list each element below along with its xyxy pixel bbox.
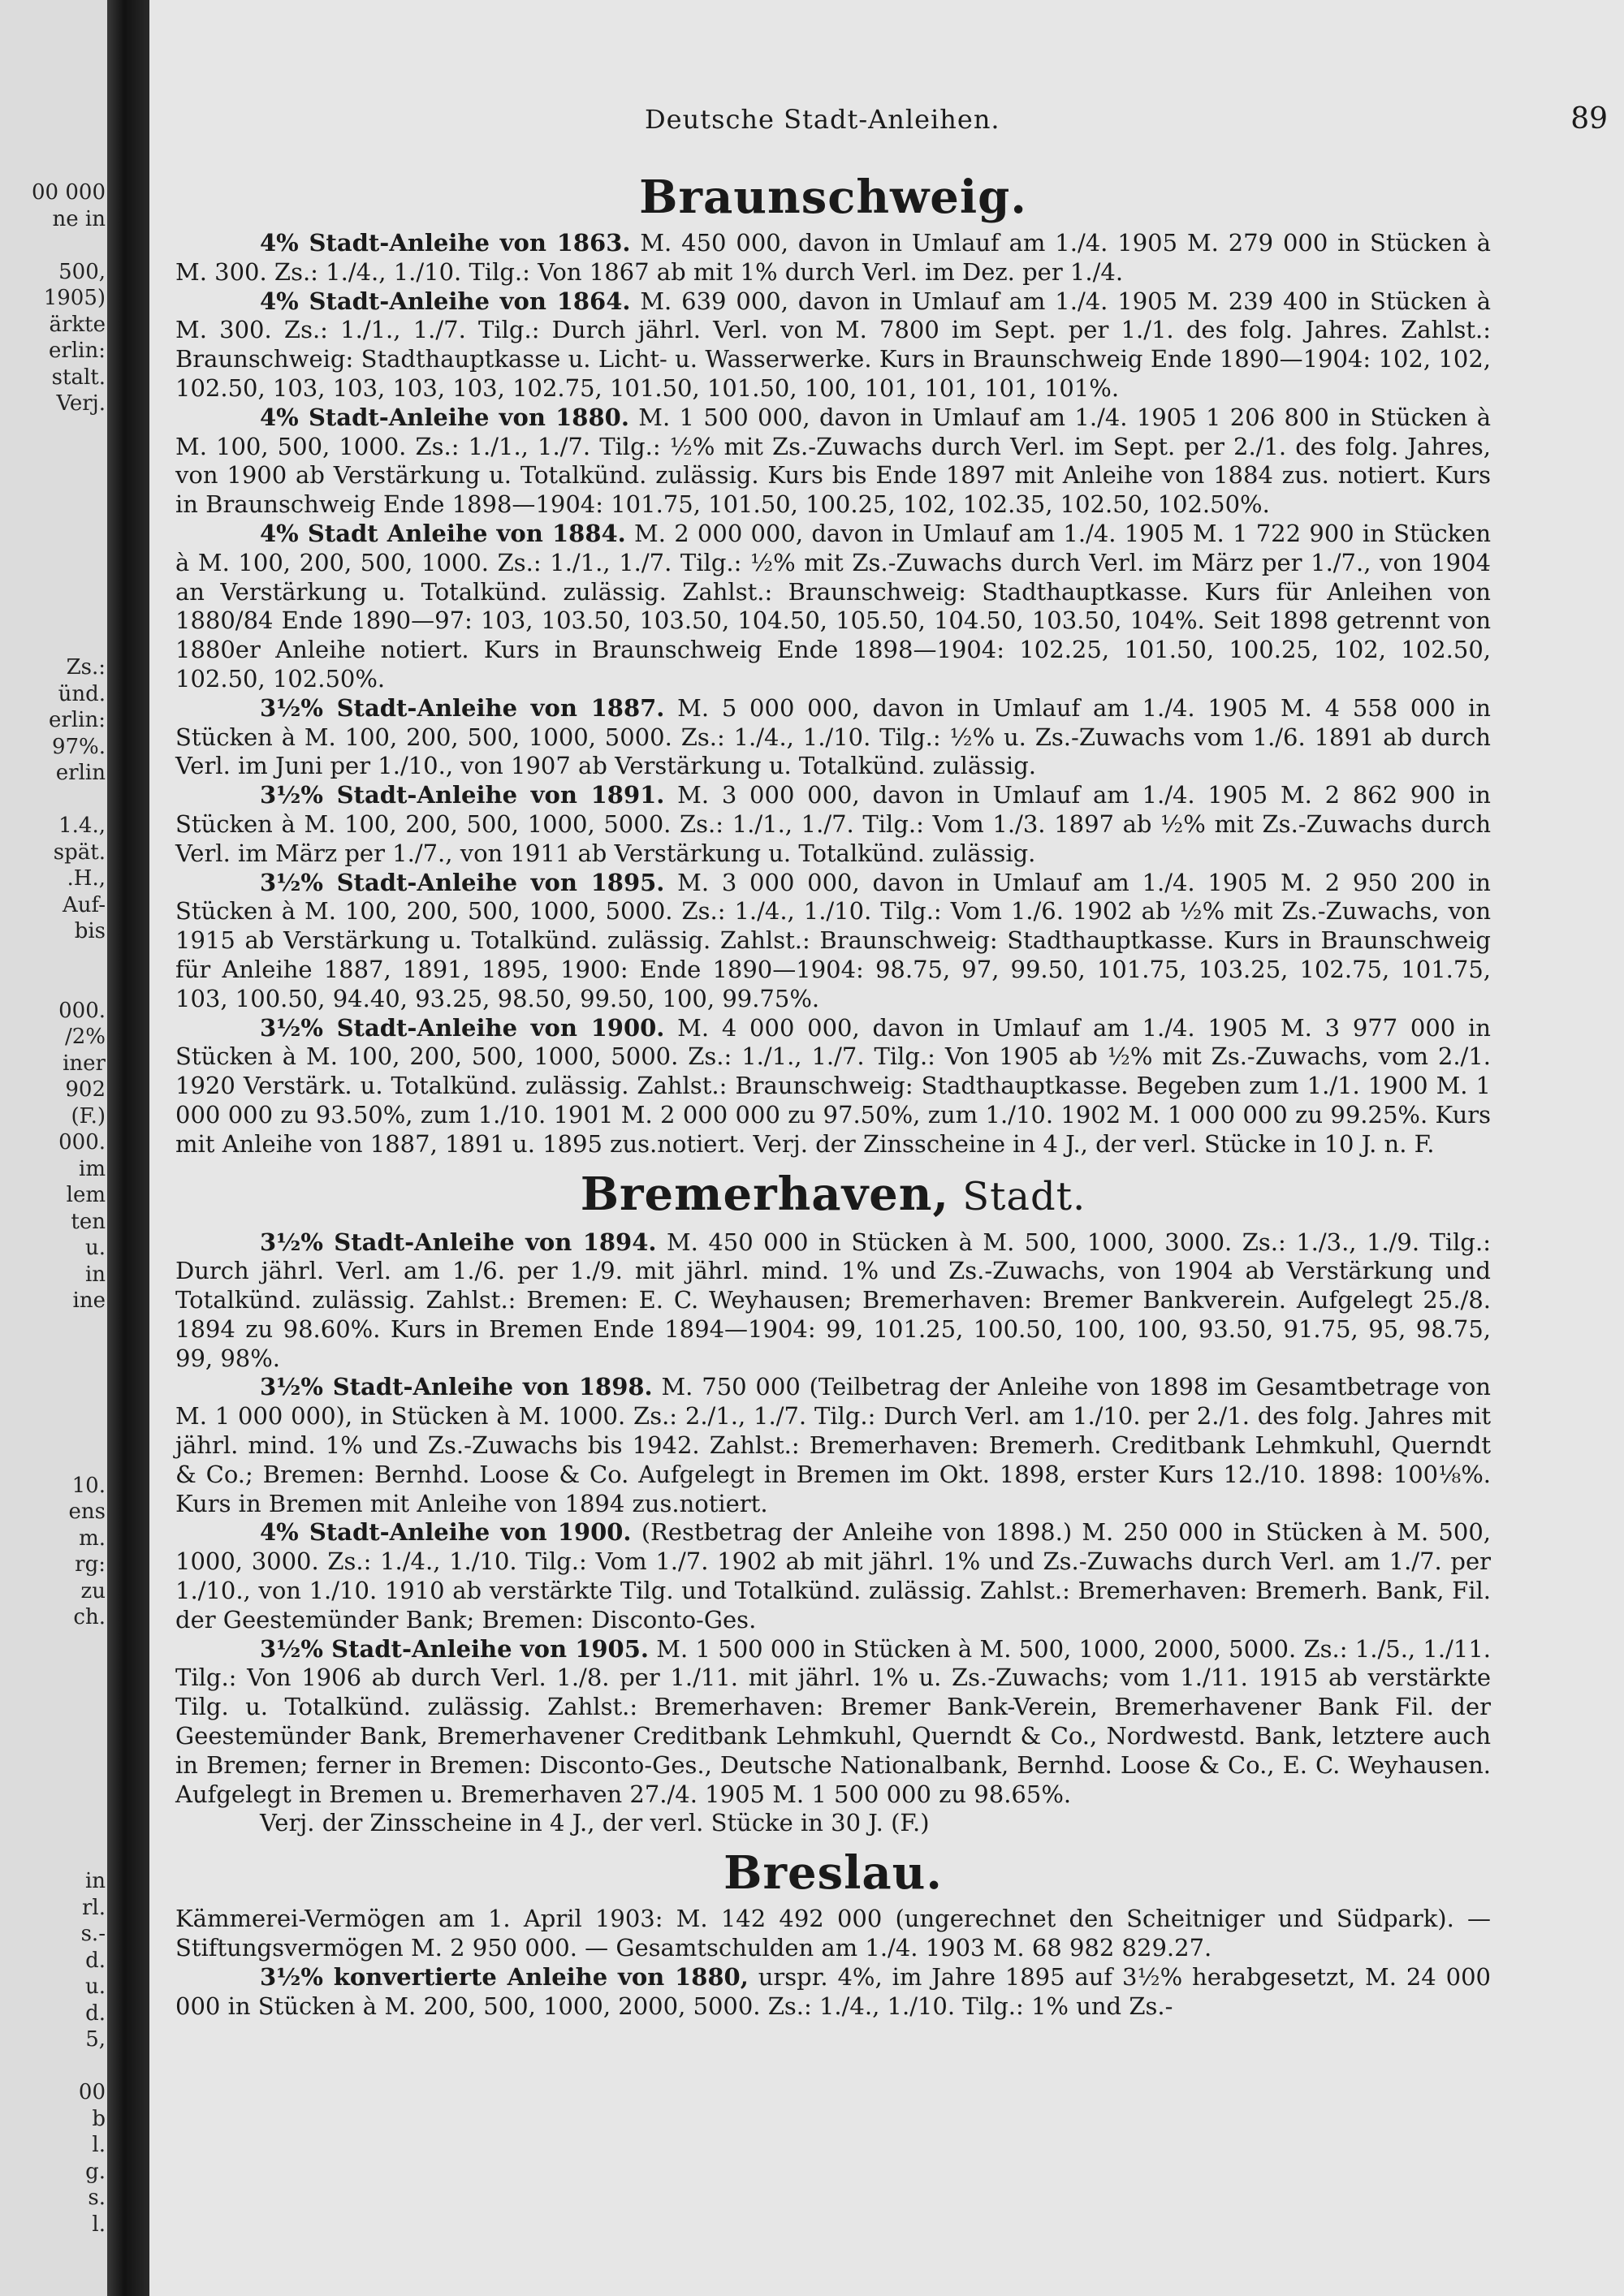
city-name: Bremerhaven, <box>580 1167 949 1221</box>
left-page-text-fragment: zu <box>80 1578 106 1603</box>
loan-title: 3½% Stadt-Anleihe von 1898. <box>260 1373 653 1401</box>
city-name: Braunschweig. <box>639 170 1027 224</box>
left-page-text-fragment: erlin: <box>49 339 106 363</box>
left-page-text-fragment: u. <box>84 1236 106 1260</box>
loan-entry <box>175 1373 1491 1518</box>
loan-title: 3½% konvertierte Anleihe von 1880, <box>260 1962 749 1991</box>
loan-body: M. 5 000 000, davon in Umlauf am 1./4. 1905 M. 4 558 000 in Stücken à M. 100, 200, 500, 1000, 5000. Zs.: 1./4., 1./10. Tilg.: ½% u. Zs.-Zuwachs vom 1./6. 1891 ab durch Verl. im Juni per 1./10., von 1907 ab Verstärkung u. Totalkünd. zulässig. <box>175 693 1491 780</box>
page-number: 89 <box>1570 102 1608 136</box>
left-page-text-fragment: ine <box>72 1288 106 1313</box>
left-page-text-fragment: u. <box>84 1974 106 1999</box>
left-page-text-fragment: 1.4., <box>58 814 106 838</box>
left-page-fragment <box>0 0 107 2296</box>
left-page-text-fragment: 10. <box>71 1473 106 1498</box>
left-page-text-fragment: ne in <box>52 206 106 231</box>
left-page-text-fragment: 1905) <box>43 286 106 310</box>
left-page-text-fragment: ten <box>71 1209 106 1234</box>
left-page-text-fragment: in <box>84 1869 106 1893</box>
city-heading-bremerhaven <box>175 1166 1491 1225</box>
left-page-text-fragment: 97%. <box>51 734 106 759</box>
loan-body: M. 1 500 000, davon in Umlauf am 1./4. 1905 1 206 800 in Stücken à M. 100, 500, 1000. Zs.: 1./1., 1./7. Tilg.: ½% mit Zs.-Zuwachs durch Verl. im Sept. per 2./1. des folg. Jahres, von 1900 ab Verstärkung u. Totalkünd. zulässig. Kurs bis Ende 1897 mit Anleihe von 1884 zus. notiert. Kurs in Braunschweig Ende 1898—1904: 101.75, 101.50, 100.25, 102, 102.35, 102.50, 102.50%. <box>175 403 1491 519</box>
loan-entry <box>175 520 1491 694</box>
loan-entry <box>175 781 1491 868</box>
left-page-text-fragment: Auf- <box>62 892 106 917</box>
city-name: Breslau. <box>723 1846 943 1901</box>
loan-entry <box>175 404 1491 520</box>
left-page-text-fragment: ünd. <box>58 681 106 706</box>
left-page-text-fragment: in <box>84 1262 106 1287</box>
loan-entry <box>175 694 1491 781</box>
loan-entry <box>175 869 1491 1014</box>
loan-title: 3½% Stadt-Anleihe von 1887. <box>260 693 665 722</box>
left-page-text-fragment: s.- <box>80 1922 106 1946</box>
left-page-text-fragment: (F.) <box>71 1103 106 1129</box>
loan-title: 4% Stadt-Anleihe von 1900. <box>260 1518 632 1547</box>
left-page-text-fragment: 000. <box>58 998 106 1023</box>
left-page-text-fragment: m. <box>79 1526 106 1551</box>
loan-entry <box>175 1518 1491 1634</box>
loan-body: M. 450 000, davon in Umlauf am 1./4. 1905 M. 279 000 in Stücken à M. 300. Zs.: 1./4., 1./10. Tilg.: Von 1867 ab mit 1% durch Verl. im Dez. per 1./4. <box>175 229 1491 286</box>
loan-entry <box>175 1635 1491 1810</box>
page-content <box>175 162 1491 2021</box>
loan-body: M. 639 000, davon in Umlauf am 1./4. 1905 M. 239 400 in Stücken à M. 300. Zs.: 1./1., 1./7. Tilg.: Durch jährl. Verl. von M. 7800 im Sept. per 1./1. des folg. Jahres. Zahlst.: Braunschweig: Stadthauptkasse u. Licht- u. Wasserwerke. Kurs in Braunschweig Ende 1890—1904: 102, 102, 102.50, 103, 103, 103, 103, 102.75, 101.50, 101.50, 100, 101, 101, 101, 101%. <box>175 287 1491 402</box>
loan-body: (Restbetrag der Anleihe von 1898.) M. 250 000 in Stücken à M. 500, 1000, 3000. Zs.: 1./4., 1./10. Tilg.: Vom 1./7. 1902 ab mit jährl. 1% und Zs.-Zuwachs durch Verl. am 1./7. per 1./10., von 1./10. 1910 ab verstärkte Tilg. und Totalkünd. zulässig. Zahlst.: Bremerhaven: Bremerh. Bank, Fil. der Geestemünder Bank; Bremen: Disconto-Ges. <box>175 1518 1491 1634</box>
loan-body: urspr. 4%, im Jahre 1895 auf 3½% herabgesetzt, M. 24 000 000 in Stücken à M. 200, 500, 1000, 2000, 5000. Zs.: 1./4., 1./10. Tilg.: 1% und Zs.- <box>175 1962 1491 2020</box>
left-page-text-fragment: rg: <box>75 1552 106 1577</box>
left-page-text-fragment: lem <box>66 1183 106 1207</box>
left-page-text-fragment: Verj. <box>56 391 106 416</box>
loan-body: M. 450 000 in Stücken à M. 500, 1000, 3000. Zs.: 1./3., 1./9. Tilg.: Durch jährl. Verl. am 1./6. per 1./9. mit jährl. mind. 1% und Zs.-Zuwachs, von 1904 ab Verstärkung und Totalkünd. zulässig. Zahlst.: Bremen: E. C. Weyhausen; Bremerhaven: Bremer Bankverein. Aufgelegt 25./8. 1894 zu 98.60%. Kurs in Bremen Ende 1894—1904: 99, 101.25, 100.50, 100, 100, 93.50, 91.75, 95, 98.75, 99, 98%. <box>175 1228 1491 1372</box>
loan-title: 3½% Stadt-Anleihe von 1895. <box>260 868 665 896</box>
loan-title: 3½% Stadt-Anleihe von 1905. <box>260 1634 650 1663</box>
left-page-text-fragment: l. <box>92 2133 106 2157</box>
left-page-text-fragment: erlin <box>55 761 106 785</box>
left-page-text-fragment: iner <box>63 1051 106 1076</box>
left-page-text-fragment: bis <box>74 919 106 943</box>
left-page-text-fragment: ch. <box>73 1605 106 1629</box>
city-intro: Kämmerei-Vermögen am 1. April 1903: M. 142 492 000 (ungerechnet den Scheitniger und Südpark). — Stiftungsvermögen M. 2 950 000. — Gesamtschulden am 1./4. 1903 M. 68 982 829.27. <box>175 1905 1491 1962</box>
left-page-text-fragment: 000. <box>58 1130 106 1154</box>
loan-entry <box>175 1228 1491 1374</box>
left-page-text-fragment: s. <box>88 2186 106 2210</box>
left-page-text-fragment: spät. <box>53 839 106 865</box>
page-header <box>149 104 1624 136</box>
loan-body: M. 1 500 000 in Stücken à M. 500, 1000, 2000, 5000. Zs.: 1./5., 1./11. Tilg.: Von 1906 ab durch Verl. 1./8. per 1./11. mit jährl. 1% u. Zs.-Zuwachs; vom 1./11. 1915 ab verstärkte Tilg. u. Totalkünd. zulässig. Zahlst.: Bremerhaven: Bremer Bank-Verein, Bremerhavener Bank Fil. der Geestemünder Bank, Bremerhavener Creditbank Lehmkuhl, Querndt & Co., Nordwestd. Bank, letztere auch in Bremen; ferner in Bremen: Disconto-Ges., Deutsche Nationalbank, Bernhd. Loose & Co., E. C. Weyhausen. Aufgelegt in Bremen u. Bremerhaven 27./4. 1905 M. 1 500 000 zu 98.65%. <box>175 1634 1491 1808</box>
loan-title: 4% Stadt-Anleihe von 1864. <box>260 287 631 315</box>
loan-body: M. 750 000 (Teilbetrag der Anleihe von 1898 im Gesamtbetrage von M. 1 000 000), in Stücken à M. 1000. Zs.: 2./1., 1./7. Tilg.: Durch Verl. am 1./10. per 2./1. des folg. Jahres mit jährl. mind. 1% und Zs.-Zuwachs bis 1942. Zahlst.: Bremerhaven: Bremerh. Creditbank Lehmkuhl, Querndt & Co.; Bremen: Bernhd. Loose & Co. Aufgelegt in Bremen im Okt. 1898, erster Kurs 12./10. 1898: 100⅛%. Kurs in Bremen mit Anleihe von 1894 zus.notiert. <box>175 1373 1491 1517</box>
left-page-text-fragment: b <box>92 2106 106 2131</box>
left-page-text-fragment: Zs.: <box>66 655 106 680</box>
loan-title: 4% Stadt-Anleihe von 1863. <box>260 229 631 257</box>
left-page-text-fragment: 00 <box>78 2080 106 2104</box>
left-page-text-fragment: stalt. <box>51 365 106 390</box>
loan-entry <box>175 1014 1491 1159</box>
loan-title: 3½% Stadt-Anleihe von 1900. <box>260 1013 665 1042</box>
loan-title: 3½% Stadt-Anleihe von 1894. <box>260 1228 657 1256</box>
loan-title: 3½% Stadt-Anleihe von 1891. <box>260 781 665 809</box>
city-heading-breslau <box>175 1845 1491 1901</box>
left-page-text-fragment: .H., <box>67 866 106 891</box>
running-title: Deutsche Stadt-Anleihen. <box>645 104 1000 135</box>
left-page-text-fragment: 500, <box>58 259 106 284</box>
book-gutter <box>107 0 149 2296</box>
left-page-text-fragment: rl. <box>81 1895 106 1920</box>
loan-body: M. 3 000 000, davon in Umlauf am 1./4. 1905 M. 2 950 200 in Stücken à M. 100, 200, 500, 1000, 5000. Zs.: 1./4., 1./10. Tilg.: Vom 1./6. 1902 ab ½% mit Zs.-Zuwachs, von 1915 ab Verstärkung u. Totalkünd. zulässig. Zahlst.: Braunschweig: Stadthauptkasse. Kurs in Braunschweig für Anleihe 1887, 1891, 1895, 1900: Ende 1890—1904: 98.75, 97, 99.50, 101.75, 103.25, 102.75, 101.75, 103, 100.50, 94.40, 93.25, 98.50, 99.50, 100, 99.75%. <box>175 868 1491 1012</box>
left-page-text-fragment: /2% <box>64 1025 106 1049</box>
left-page-text-fragment: l. <box>92 2212 106 2237</box>
left-page-text-fragment: 902 <box>65 1077 106 1102</box>
left-page-text-fragment: g. <box>85 2159 106 2184</box>
loan-entry <box>175 229 1491 287</box>
left-page-text-fragment: ens <box>68 1500 106 1524</box>
loan-title: 4% Stadt Anleihe von 1884. <box>260 519 626 547</box>
loan-body: M. 3 000 000, davon in Umlauf am 1./4. 1905 M. 2 862 900 in Stücken à M. 100, 200, 500, 1000, 5000. Zs.: 1./1., 1./7. Tilg.: Vom 1./3. 1897 ab ½% mit Zs.-Zuwachs durch Verl. im März per 1./7., von 1911 ab Verstärkung u. Totalkünd. zulässig. <box>175 781 1491 867</box>
left-page-text-fragment: erlin: <box>49 708 106 732</box>
city-suffix: Stadt. <box>948 1173 1086 1219</box>
left-page-text-fragment: d. <box>85 1948 106 1973</box>
loan-body: M. 4 000 000, davon in Umlauf am 1./4. 1905 M. 3 977 000 in Stücken à M. 100, 200, 500, 1000, 5000. Zs.: 1./1., 1./7. Tilg.: Von 1905 ab ½% mit Zs.-Zuwachs, vom 2./1. 1920 Verstärk. u. Totalkünd. zulässig. Zahlst.: Braunschweig: Stadthauptkasse. Begeben zum 1./1. 1900 M. 1 000 000 zu 93.50%, zum 1./10. 1901 M. 2 000 000 zu 97.50%, zum 1./10. 1902 M. 1 000 000 zu 99.25%. Kurs mit Anleihe von 1887, 1891 u. 1895 zus.notiert. Verj. der Zinsscheine in 4 J., der verl. Stücke in 10 J. n. F. <box>175 1013 1491 1158</box>
left-page-text-fragment: d. <box>85 2000 106 2026</box>
city-heading-braunschweig <box>175 169 1491 226</box>
loan-entry <box>175 1963 1491 2022</box>
section-note: Verj. der Zinsscheine in 4 J., der verl. Stücke in 30 J. (F.) <box>260 1809 930 1837</box>
left-page-text-fragment: im <box>79 1156 106 1181</box>
left-page-text-fragment: 5, <box>85 2027 106 2052</box>
loan-title: 4% Stadt-Anleihe von 1880. <box>260 403 629 431</box>
left-page-text-fragment: 00 000 <box>32 180 106 205</box>
loan-entry <box>175 287 1491 404</box>
loan-body: M. 2 000 000, davon in Umlauf am 1./4. 1905 M. 1 722 900 in Stücken à M. 100, 200, 500, 1000. Zs.: 1./1., 1./7. Tilg.: ½% mit Zs.-Zuwachs durch Verl. im März per 1./7., von 1904 an Verstärkung u. Totalkünd. zulässig. Zahlst.: Braunschweig: Stadthauptkasse. Kurs für Anleihen von 1880/84 Ende 1890—97: 103, 103.50, 103.50, 104.50, 105.50, 104.50, 103.50, 104%. Seit 1898 getrennt von 1880er Anleihe notiert. Kurs in Braunschweig Ende 1898—1904: 102.25, 101.50, 100.25, 102, 102.50, 102.50, 102.50%. <box>175 519 1491 693</box>
page <box>149 0 1624 2296</box>
left-page-text-fragment: ärkte <box>49 312 106 337</box>
